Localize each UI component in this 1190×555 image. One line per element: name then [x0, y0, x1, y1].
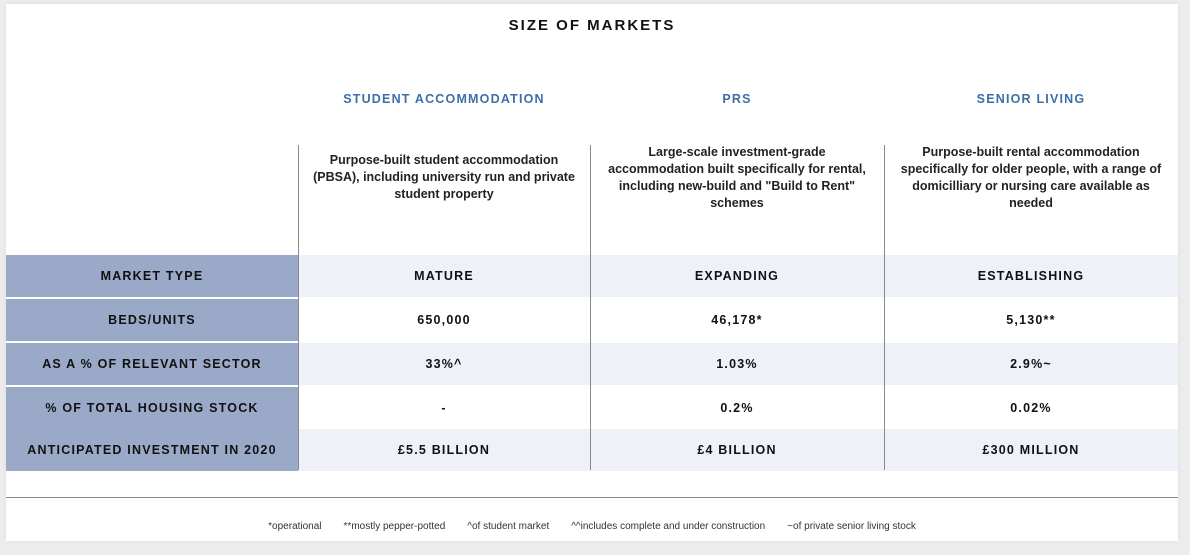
row-label-beds-units: BEDS/UNITS	[6, 299, 298, 341]
column-divider	[590, 145, 591, 470]
cell-beds-units-prs: 46,178*	[711, 313, 763, 327]
row-label-market-type: MARKET TYPE	[6, 255, 298, 297]
cell-market-type-prs: EXPANDING	[694, 269, 780, 283]
column-header-senior-living: SENIOR LIVING	[976, 92, 1086, 106]
footnote-divider	[6, 497, 1178, 498]
table-row-beds-units	[6, 299, 1178, 341]
table-row-relevant-sector	[6, 343, 1178, 385]
column-divider	[884, 145, 885, 470]
cell-market-type-student: MATURE	[414, 269, 474, 283]
cell-investment-prs: £4 BILLION	[697, 443, 777, 457]
page-title: SIZE OF MARKETS	[508, 17, 676, 34]
cell-beds-units-student: 650,000	[417, 313, 471, 327]
column-divider	[298, 145, 299, 470]
cell-beds-units-senior: 5,130**	[1006, 313, 1056, 327]
cell-investment-senior: £300 MILLION	[982, 443, 1080, 457]
footnotes	[6, 517, 1178, 535]
cell-investment-student: £5.5 BILLION	[397, 443, 491, 457]
footnote-pepper-potted: **mostly pepper-potted	[343, 520, 446, 532]
cell-relevant-sector-student: 33%^	[425, 357, 463, 371]
cell-relevant-sector-prs: 1.03%	[716, 357, 758, 371]
footnote-complete-under-construction: ^^includes complete and under construction	[571, 520, 766, 532]
column-header-student-accommodation: STUDENT ACCOMMODATION	[343, 92, 545, 106]
row-label-anticipated-investment: ANTICIPATED INVESTMENT IN 2020	[6, 429, 298, 471]
cell-housing-stock-senior: 0.02%	[1010, 401, 1052, 415]
cell-housing-stock-student: -	[441, 401, 447, 415]
table-row-anticipated-investment	[6, 429, 1178, 471]
column-description-student-accommodation: Purpose-built student accommodation (PBSA), including university run and private student property	[313, 153, 575, 201]
footnote-student-market: ^of student market	[467, 520, 550, 532]
column-description-prs: Large-scale investment-grade accommodation built specifically for rental, including new-build and "Build to Rent" schemes	[608, 145, 866, 210]
footnote-senior-living-stock: ~of private senior living stock	[787, 520, 916, 532]
column-description-senior-living: Purpose-built rental accommodation specifically for older people, with a range of domicilliary or nursing care available as needed	[900, 145, 1162, 210]
table-row-market-type	[6, 255, 1178, 297]
cell-housing-stock-prs: 0.2%	[720, 401, 754, 415]
row-label-housing-stock: % OF TOTAL HOUSING STOCK	[6, 387, 298, 429]
cell-market-type-senior: ESTABLISHING	[977, 269, 1085, 283]
cell-relevant-sector-senior: 2.9%~	[1010, 357, 1052, 371]
table-row-housing-stock	[6, 387, 1178, 429]
column-header-prs: PRS	[722, 92, 752, 106]
markets-card	[6, 4, 1178, 541]
row-label-relevant-sector: AS A % OF RELEVANT SECTOR	[6, 343, 298, 385]
footnote-operational: *operational	[268, 520, 322, 532]
